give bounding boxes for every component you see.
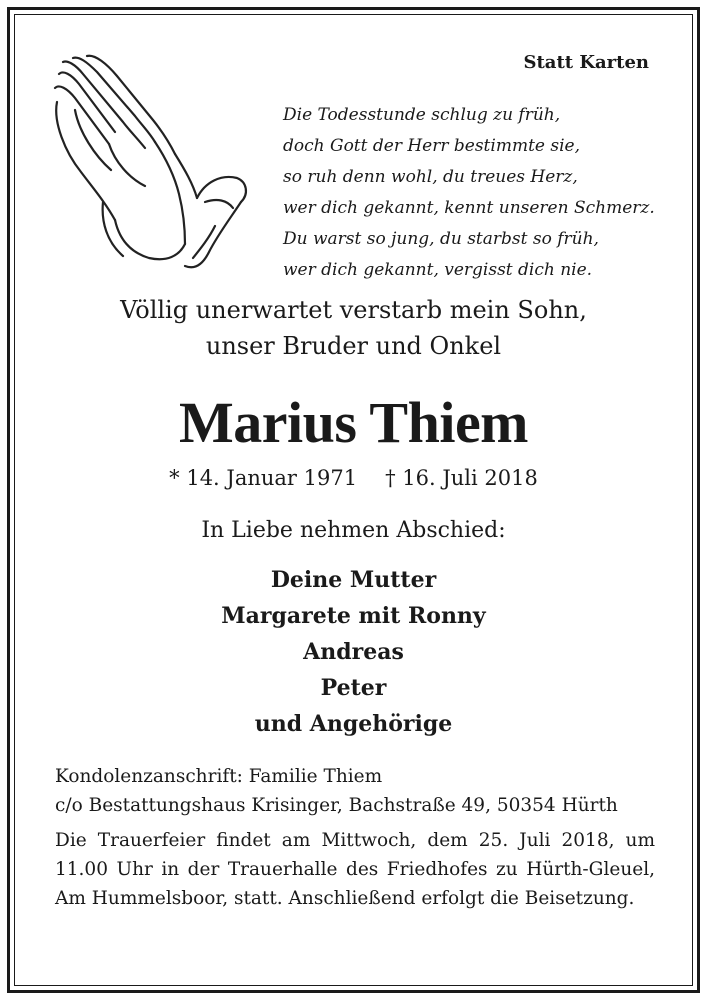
life-dates	[14, 466, 693, 490]
mourner: Peter	[320, 675, 387, 701]
intro-line-2: unser Bruder und Onkel	[205, 332, 502, 360]
condolence-line-1: Kondolenzanschrift: Familie Thiem	[55, 766, 383, 787]
condolence-address	[55, 762, 655, 820]
service-info: Die Trauerfeier findet am Mittwoch, dem 25. Juli 2018, um 11.00 Uhr in der Trauerhalle des Friedhofes zu Hürth-Gleuel, Am Hummelsboor, statt. Anschließend erfolgt die Beisetzung.	[55, 830, 655, 909]
poem	[283, 100, 663, 286]
poem-line: doch Gott der Herr bestimmte sie,	[283, 136, 580, 156]
praying-hands-icon	[45, 52, 250, 272]
death-date: † 16. Juli 2018	[385, 466, 538, 490]
poem-line: so ruh denn wohl, du treues Herz,	[283, 167, 578, 187]
poem-line: wer dich gekannt, vergisst dich nie.	[283, 260, 593, 280]
intro-line-1: Völlig unerwartet verstarb mein Sohn,	[120, 296, 587, 324]
mourners-list	[14, 562, 693, 742]
condolence-line-2: c/o Bestattungshaus Krisinger, Bachstraße 49, 50354 Hürth	[55, 795, 618, 816]
mourner: Andreas	[303, 639, 404, 665]
poem-line: Die Todesstunde schlug zu früh,	[283, 105, 561, 125]
mourner: Margarete mit Ronny	[221, 603, 486, 629]
statt-karten-label: Statt Karten	[523, 52, 649, 73]
farewell-heading: In Liebe nehmen Abschied:	[201, 518, 506, 543]
birth-date: * 14. Januar 1971	[169, 466, 358, 490]
poem-line: wer dich gekannt, kennt unseren Schmerz.	[283, 198, 655, 218]
poem-line: Du warst so jung, du starbst so früh,	[283, 229, 599, 249]
mourner: Deine Mutter	[270, 567, 437, 593]
intro-text	[14, 292, 693, 364]
mourner: und Angehörige	[254, 711, 453, 737]
deceased-name: Marius Thiem	[179, 390, 528, 455]
